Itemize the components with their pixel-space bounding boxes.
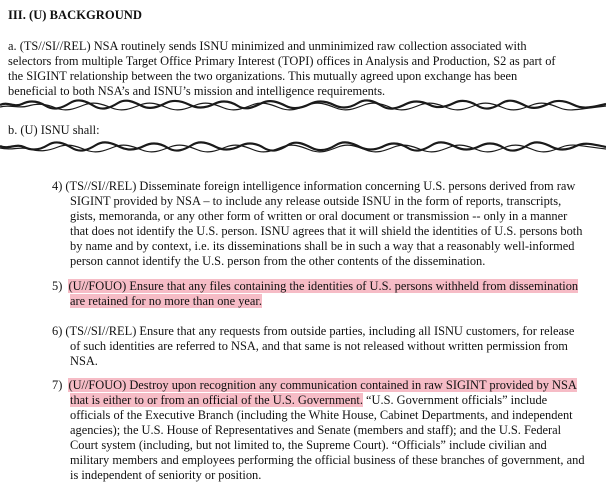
highlighted-text: Destroy upon recognition any communication contained in raw SIGINT provided by NSA — [126, 378, 577, 392]
torn-edge-divider — [0, 139, 606, 155]
list-item-line: officials of the Executive Branch (including the White House, Cabinet Departments, and independent — [70, 408, 573, 422]
paragraph-line: the SIGINT relationship between the two organizations. This mutually agreed upon exchange has been — [8, 69, 518, 83]
highlighted-text: (U//FOUO) Ensure that any files containing the identities of U.S. persons withheld from dissemination — [68, 279, 579, 293]
classification-marking: (U//FOUO) — [68, 378, 127, 392]
list-item-line: by name and by context, i.e. its disseminations shall be in such a way that a reasonably well-informed — [70, 239, 575, 253]
list-item-line: 4) (TS//SI//REL) Disseminate foreign intelligence information concerning U.S. persons derived from raw — [52, 179, 576, 193]
section-heading: III. (U) BACKGROUND — [8, 8, 142, 22]
list-item-number: 5) — [52, 279, 63, 293]
paragraph-line: selectors from multiple Target Office Primary Interest (TOPI) offices in Analysis and Production, S2 as part of — [8, 54, 556, 68]
list-item-line: is independent of seniority or position. — [70, 468, 262, 482]
list-item-line: gists, memoranda, or any other form of written or oral document or transmission -- only in a manner — [70, 209, 568, 223]
list-item-line: that does not identify the U.S. person. ISNU agrees that it will shield the identities of U.S. persons both — [70, 224, 583, 238]
list-item-line: NSA. — [70, 354, 98, 368]
paragraph-line: beneficial to both NSA’s and ISNU’s mission and intelligence requirements. — [8, 84, 386, 98]
paragraph-b: b. (U) ISNU shall: — [8, 123, 100, 137]
list-item-line: 6) (TS//SI//REL) Ensure that any requests from outside parties, including all ISNU customers, for release — [52, 324, 575, 338]
list-item-line: person cannot identify the U.S. person from the other contents of the dissemination. — [70, 254, 486, 268]
list-item-text: “U.S. Government officials” include — [362, 393, 548, 407]
list-item-line: agencies); the U.S. House of Representatives and Senate (members and staff); and the U.S. Federal — [70, 423, 562, 437]
torn-edge-divider — [0, 97, 606, 113]
highlighted-text: are retained for no more than one year. — [70, 294, 262, 308]
list-item-line: Court system (including, but not limited to, the Supreme Court). “Officials” include civilian and — [70, 438, 547, 452]
list-item-line: of such identities are referred to NSA, and that same is not released without written permission from — [70, 339, 568, 353]
highlighted-text: that is either to or from an official of the U.S. Government. — [70, 393, 363, 407]
list-item-line: military members and employees performing the official business of these branches of government, and — [70, 453, 585, 467]
paragraph-line: a. (TS//SI//REL) NSA routinely sends ISNU minimized and unminimized raw collection associated with — [8, 39, 527, 53]
list-item-number: 7) — [52, 378, 63, 392]
list-item-line: SIGINT provided by NSA – to include any release outside ISNU in the form of reports, transcripts, — [70, 194, 562, 208]
